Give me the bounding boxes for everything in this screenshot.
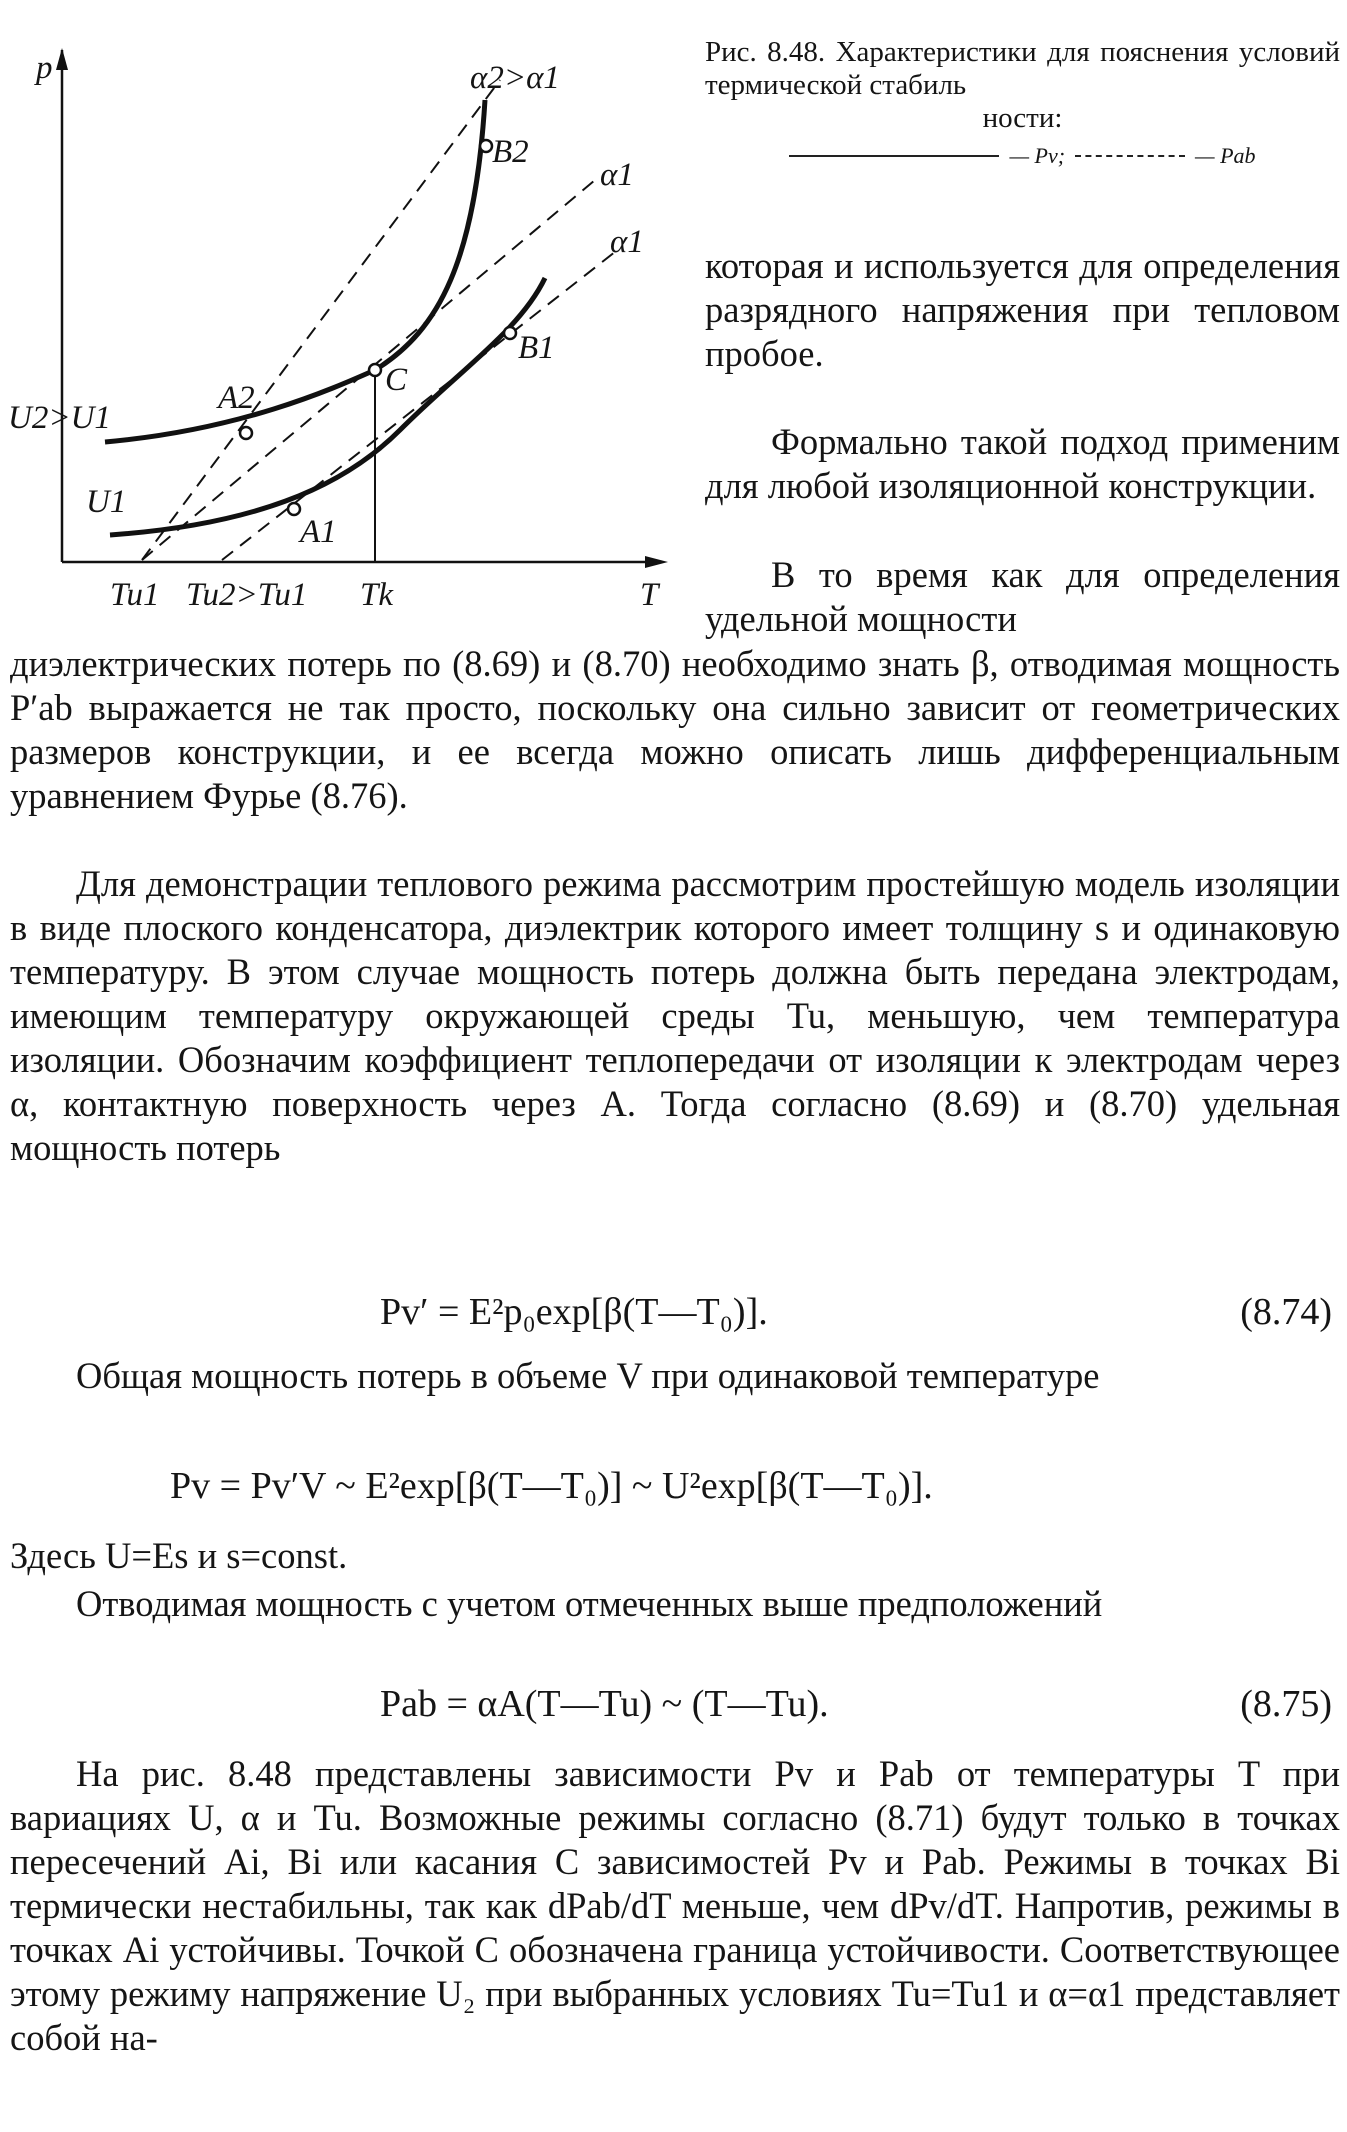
legend-pv: — Pv; (1009, 143, 1066, 168)
label-u1: U1 (86, 484, 127, 520)
label-a1: A1 (300, 514, 337, 550)
label-tk: Tk (360, 577, 393, 613)
curve-pv-u1 (110, 278, 545, 535)
label-c: C (385, 362, 408, 398)
label-alpha-top: α2>α1 (470, 60, 560, 96)
point-a2 (240, 427, 252, 439)
label-alpha-low: α1 (610, 224, 644, 260)
point-b1 (504, 327, 516, 339)
caption-last-line: ности: (982, 102, 1063, 134)
paragraph-3-rest: диэлектрических потерь по (8.69) и (8.70) необходимо знать β, отводимая мощность P′ab выражается не так просто, поскольку она сильно зависит от геометрических размеров конструкции, и ее всегда можно описать лишь дифференциальным уравнением Фурье (8.76). (10, 643, 1340, 816)
equation-8-74: Pv′ = E²p₀exp[β(T—T₀)]. (380, 1291, 768, 1333)
paragraph-3-start: В то время как для определения удельной мощности (705, 554, 1340, 639)
caption-legend (705, 139, 1340, 172)
curve-pv-u2 (105, 100, 485, 442)
label-alpha-mid: α1 (600, 157, 634, 193)
figure-caption (705, 36, 1340, 172)
legend-solid-line (789, 155, 999, 157)
label-tu2: Tu2>Tu1 (186, 577, 308, 613)
label-b2: B2 (492, 134, 529, 170)
label-a2: A2 (218, 380, 255, 416)
legend-pab: — Pab (1195, 143, 1256, 168)
equation-8-75-number: (8.75) (1240, 1683, 1332, 1725)
point-b2 (480, 140, 492, 152)
paragraph-7: Отводимая мощность с учетом отмеченных выше предположений (76, 1583, 1103, 1624)
paragraph-8: На рис. 8.48 представлены зависимости Pv и Pab от температуры T при вариациях U, α и Tu. Возможные режимы согласно (8.71) будут только в точках пересечений Ai, Bi или касания C зависимостей Pv и Pab. Режимы в точках Bi термически нестабильны, так как dPab/dT меньше, чем dPv/dT. Напротив, режимы в точках Ai устойчивы. Точкой C обозначена граница устойчивости. Соответствующее этому режиму напряжение U₂ при выбранных условиях Tu=Tu1 и α=α1 представляет собой на- (10, 1753, 1340, 2058)
equation-pv: Pv = Pv′V ~ E²exp[β(T—T₀)] ~ U²exp[β(T—T₀)]. (170, 1465, 933, 1507)
legend-dashed-line (1075, 155, 1185, 157)
label-axis-p: p (36, 50, 53, 86)
paragraph-6: Здесь U=Es и s=const. (10, 1535, 348, 1576)
paragraph-4: Для демонстрации теплового режима рассмотрим простейшую модель изоляции в виде плоского конденсатора, диэлектрик которого имеет толщину s и одинаковую температуру. В этом случае мощность потерь должна быть передана электродам, имеющим температуру окружающей среды Tu, меньшую, чем температура изоляции. Обозначим коэффициент теплопередачи от изоляции к электродам через α, контактную поверхность через A. Тогда согласно (8.69) и (8.70) удельная мощность потерь (10, 863, 1340, 1168)
paragraph-5: Общая мощность потерь в объеме V при одинаковой температуре (76, 1355, 1100, 1396)
paragraph-1: которая и используется для определения разрядного напряжения при тепловом пробое. (705, 245, 1340, 374)
label-b1: B1 (518, 330, 555, 366)
point-a1 (288, 503, 300, 515)
caption-text: Рис. 8.48. Характеристики для пояснения условий термической стабиль (705, 36, 1340, 101)
point-c (369, 364, 381, 376)
p-axis-arrow (56, 48, 68, 70)
figure-8-48 (0, 0, 680, 640)
label-u2: U2>U1 (8, 400, 111, 436)
equation-8-74-number: (8.74) (1240, 1291, 1332, 1333)
equation-8-75: Pab = αA(T—Tu) ~ (T—Tu). (380, 1683, 829, 1725)
label-tu1: Tu1 (110, 577, 160, 613)
label-axis-t: T (640, 577, 659, 613)
t-axis-arrow (645, 556, 668, 568)
paragraph-2: Формально такой подход применим для любой изоляционной конструкции. (705, 421, 1340, 506)
